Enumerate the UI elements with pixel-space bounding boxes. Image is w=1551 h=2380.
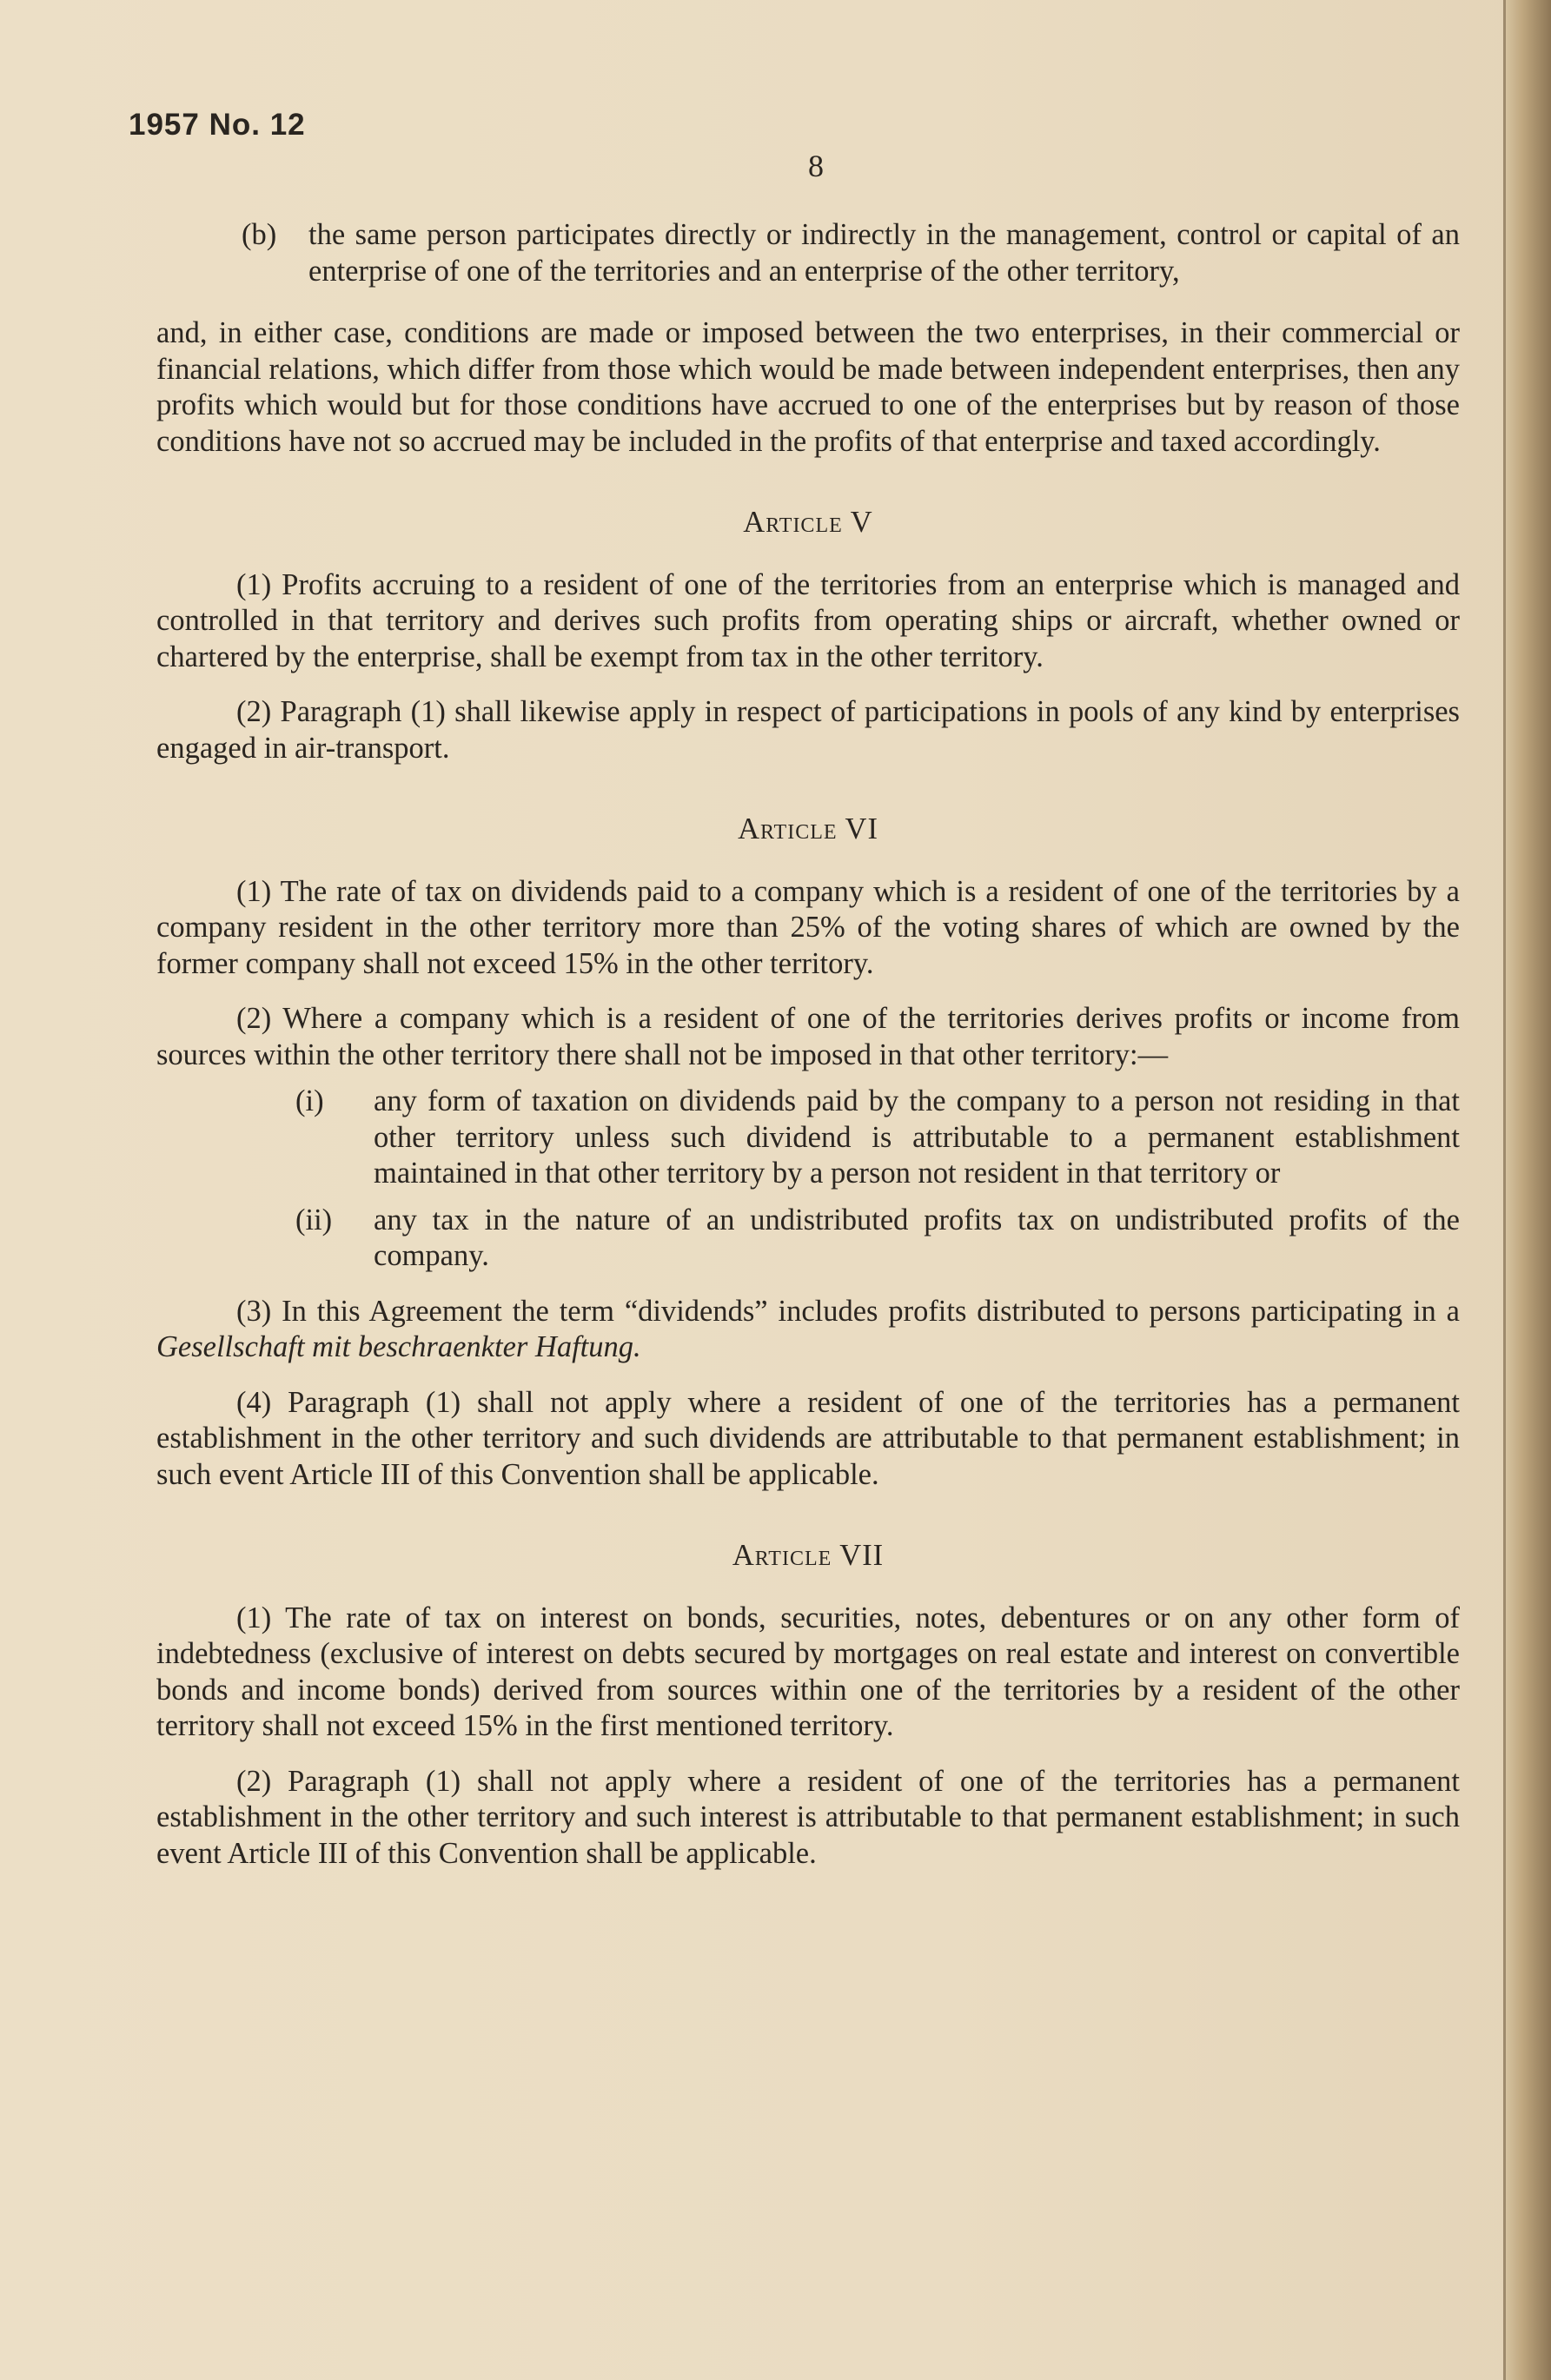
article-vi-subitem-ii xyxy=(156,1203,1460,1275)
subitem-ii-text: any tax in the nature of an undistributed profits tax on undistributed profits of the company. xyxy=(374,1203,1460,1272)
document-body xyxy=(156,217,1460,1872)
paragraph-b-label: (b) xyxy=(242,218,277,251)
page-edge-shadow xyxy=(1503,0,1551,2380)
article-vii-heading: Article VII xyxy=(732,1539,885,1572)
subitem-i-label: (i) xyxy=(295,1084,324,1117)
article-vi-heading: Article VI xyxy=(738,812,878,845)
article-v-heading: Article V xyxy=(743,506,873,539)
article-vii-para-2: (2) Paragraph (1) shall not apply where a resident of one of the territories has a permanent establishment in the other territory and such interest is attributable to that permanent establishment; in such event Article III of this Convention shall be applicable. xyxy=(156,1764,1460,1870)
article-vi-para-1: (1) The rate of tax on dividends paid to a company which is a resident of one of the territories by a company resident in the other territory more than 25% of the voting shares of which are owned by the former company shall not exceed 15% in the other territory. xyxy=(156,874,1460,980)
article-v-para-2: (2) Paragraph (1) shall likewise apply in respect of participations in pools of any kind by enterprises engaged in air-transport. xyxy=(156,695,1460,765)
subitem-i-text: any form of taxation on dividends paid by the company to a person not residing in that other territory unless such dividend is attributable to a permanent establishment maintained in that other territory by a person not resident in that territory or xyxy=(374,1084,1460,1190)
paragraph-b-text: the same person participates directly or indirectly in the management, control or capital of an enterprise of one of the territories and an enterprise of the other territory, xyxy=(308,218,1460,288)
page-edge-line xyxy=(1503,0,1506,2380)
article-vii-para-1: (1) The rate of tax on interest on bonds, securities, notes, debentures or on any other form of indebtedness (exclusive of interest on debts secured by mortgages on real estate and interest on convertible bonds and income bonds) derived from sources within one of the territories by a resident of the other territory shall not exceed 15% in the first mentioned territory. xyxy=(156,1601,1460,1742)
article-v-para-1: (1) Profits accruing to a resident of one of the territories from an enterprise which is managed and controlled in that territory and derives such profits from operating ships or aircraft, whether owned or chartered by the enterprise, shall be exempt from tax in the other territory. xyxy=(156,567,1460,673)
running-head: 1957 No. 12 xyxy=(129,108,306,142)
article-vi-subitem-i xyxy=(156,1084,1460,1192)
article-vi-para-3-text: (3) In this Agreement the term “dividends” includes profits distributed to persons participating in a xyxy=(236,1294,1460,1328)
article-vi-para-3 xyxy=(156,1294,1460,1366)
article-vi-para-3-italic: Gesellschaft mit beschraenkter Haftung. xyxy=(156,1330,641,1363)
page-number: 8 xyxy=(808,149,824,183)
paragraph-b xyxy=(156,217,1460,289)
article-vi-para-4: (4) Paragraph (1) shall not apply where a resident of one of the territories has a permanent establishment in the other territory and such dividends are attributable to that permanent establishment; in such event Article III of this Convention shall be applicable. xyxy=(156,1385,1460,1491)
article-vi-para-2: (2) Where a company which is a resident of one of the territories derives profits or income from sources within the other territory there shall not be imposed in that other territory:— xyxy=(156,1002,1460,1071)
subitem-ii-label: (ii) xyxy=(295,1203,333,1236)
paragraph-continuation: and, in either case, conditions are made or imposed between the two enterprises, in their commercial or financial relations, which differ from those which would be made between independent enterprises, then any profits which would but for those conditions have accrued to one of the enterprises but by reason of those conditions have not so accrued may be included in the profits of that enterprise and taxed accordingly. xyxy=(156,316,1460,458)
